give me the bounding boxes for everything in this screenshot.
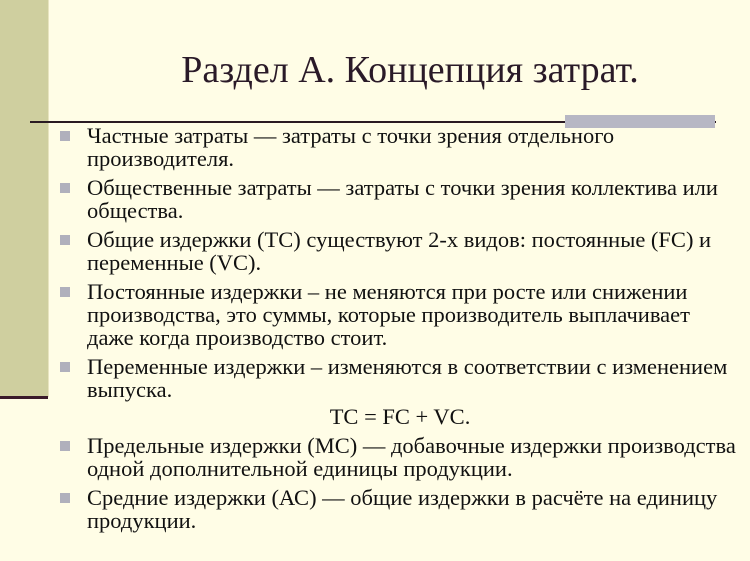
list-item (60, 355, 740, 401)
bullet-icon (60, 131, 70, 141)
list-item (60, 280, 740, 349)
bullet-icon (60, 287, 70, 297)
item-text: Средние издержки (АС) — общие издержки в расчёте на единицу продукции. (87, 485, 718, 533)
item-text: Общие издержки (ТС) существуют 2-х видов: постоянные (FC) и переменные (VC). (87, 227, 712, 275)
list-item (60, 228, 740, 274)
item-text: Частные затраты — затраты с точки зрения отдельного производителя. (87, 123, 615, 171)
side-accent-line (0, 396, 48, 399)
list-item (60, 124, 740, 170)
bullet-list (60, 124, 740, 538)
item-text: Постоянные издержки – не меняются при росте или снижении производства, это суммы, которые производитель выплачивает даже когда производство стоит. (87, 279, 690, 350)
list-item (60, 486, 740, 532)
list-item (60, 434, 740, 480)
bullet-icon (60, 362, 70, 372)
item-text: Предельные издержки (МС) — добавочные издержки производства одной дополнительной единицы продукции. (87, 433, 736, 481)
bullet-icon (60, 493, 70, 503)
bullet-icon (60, 235, 70, 245)
formula: TC = FC + VC. (329, 404, 471, 429)
list-item (60, 176, 740, 222)
slide-title: Раздел А. Концепция затрат. (181, 49, 639, 91)
bullet-icon (60, 441, 70, 451)
item-text: Общественные затраты — затраты с точки зрения коллектива или общества. (87, 175, 718, 223)
bullet-icon (60, 183, 70, 193)
item-text: Переменные издержки – изменяются в соответствии с изменением выпуска. (87, 354, 728, 402)
